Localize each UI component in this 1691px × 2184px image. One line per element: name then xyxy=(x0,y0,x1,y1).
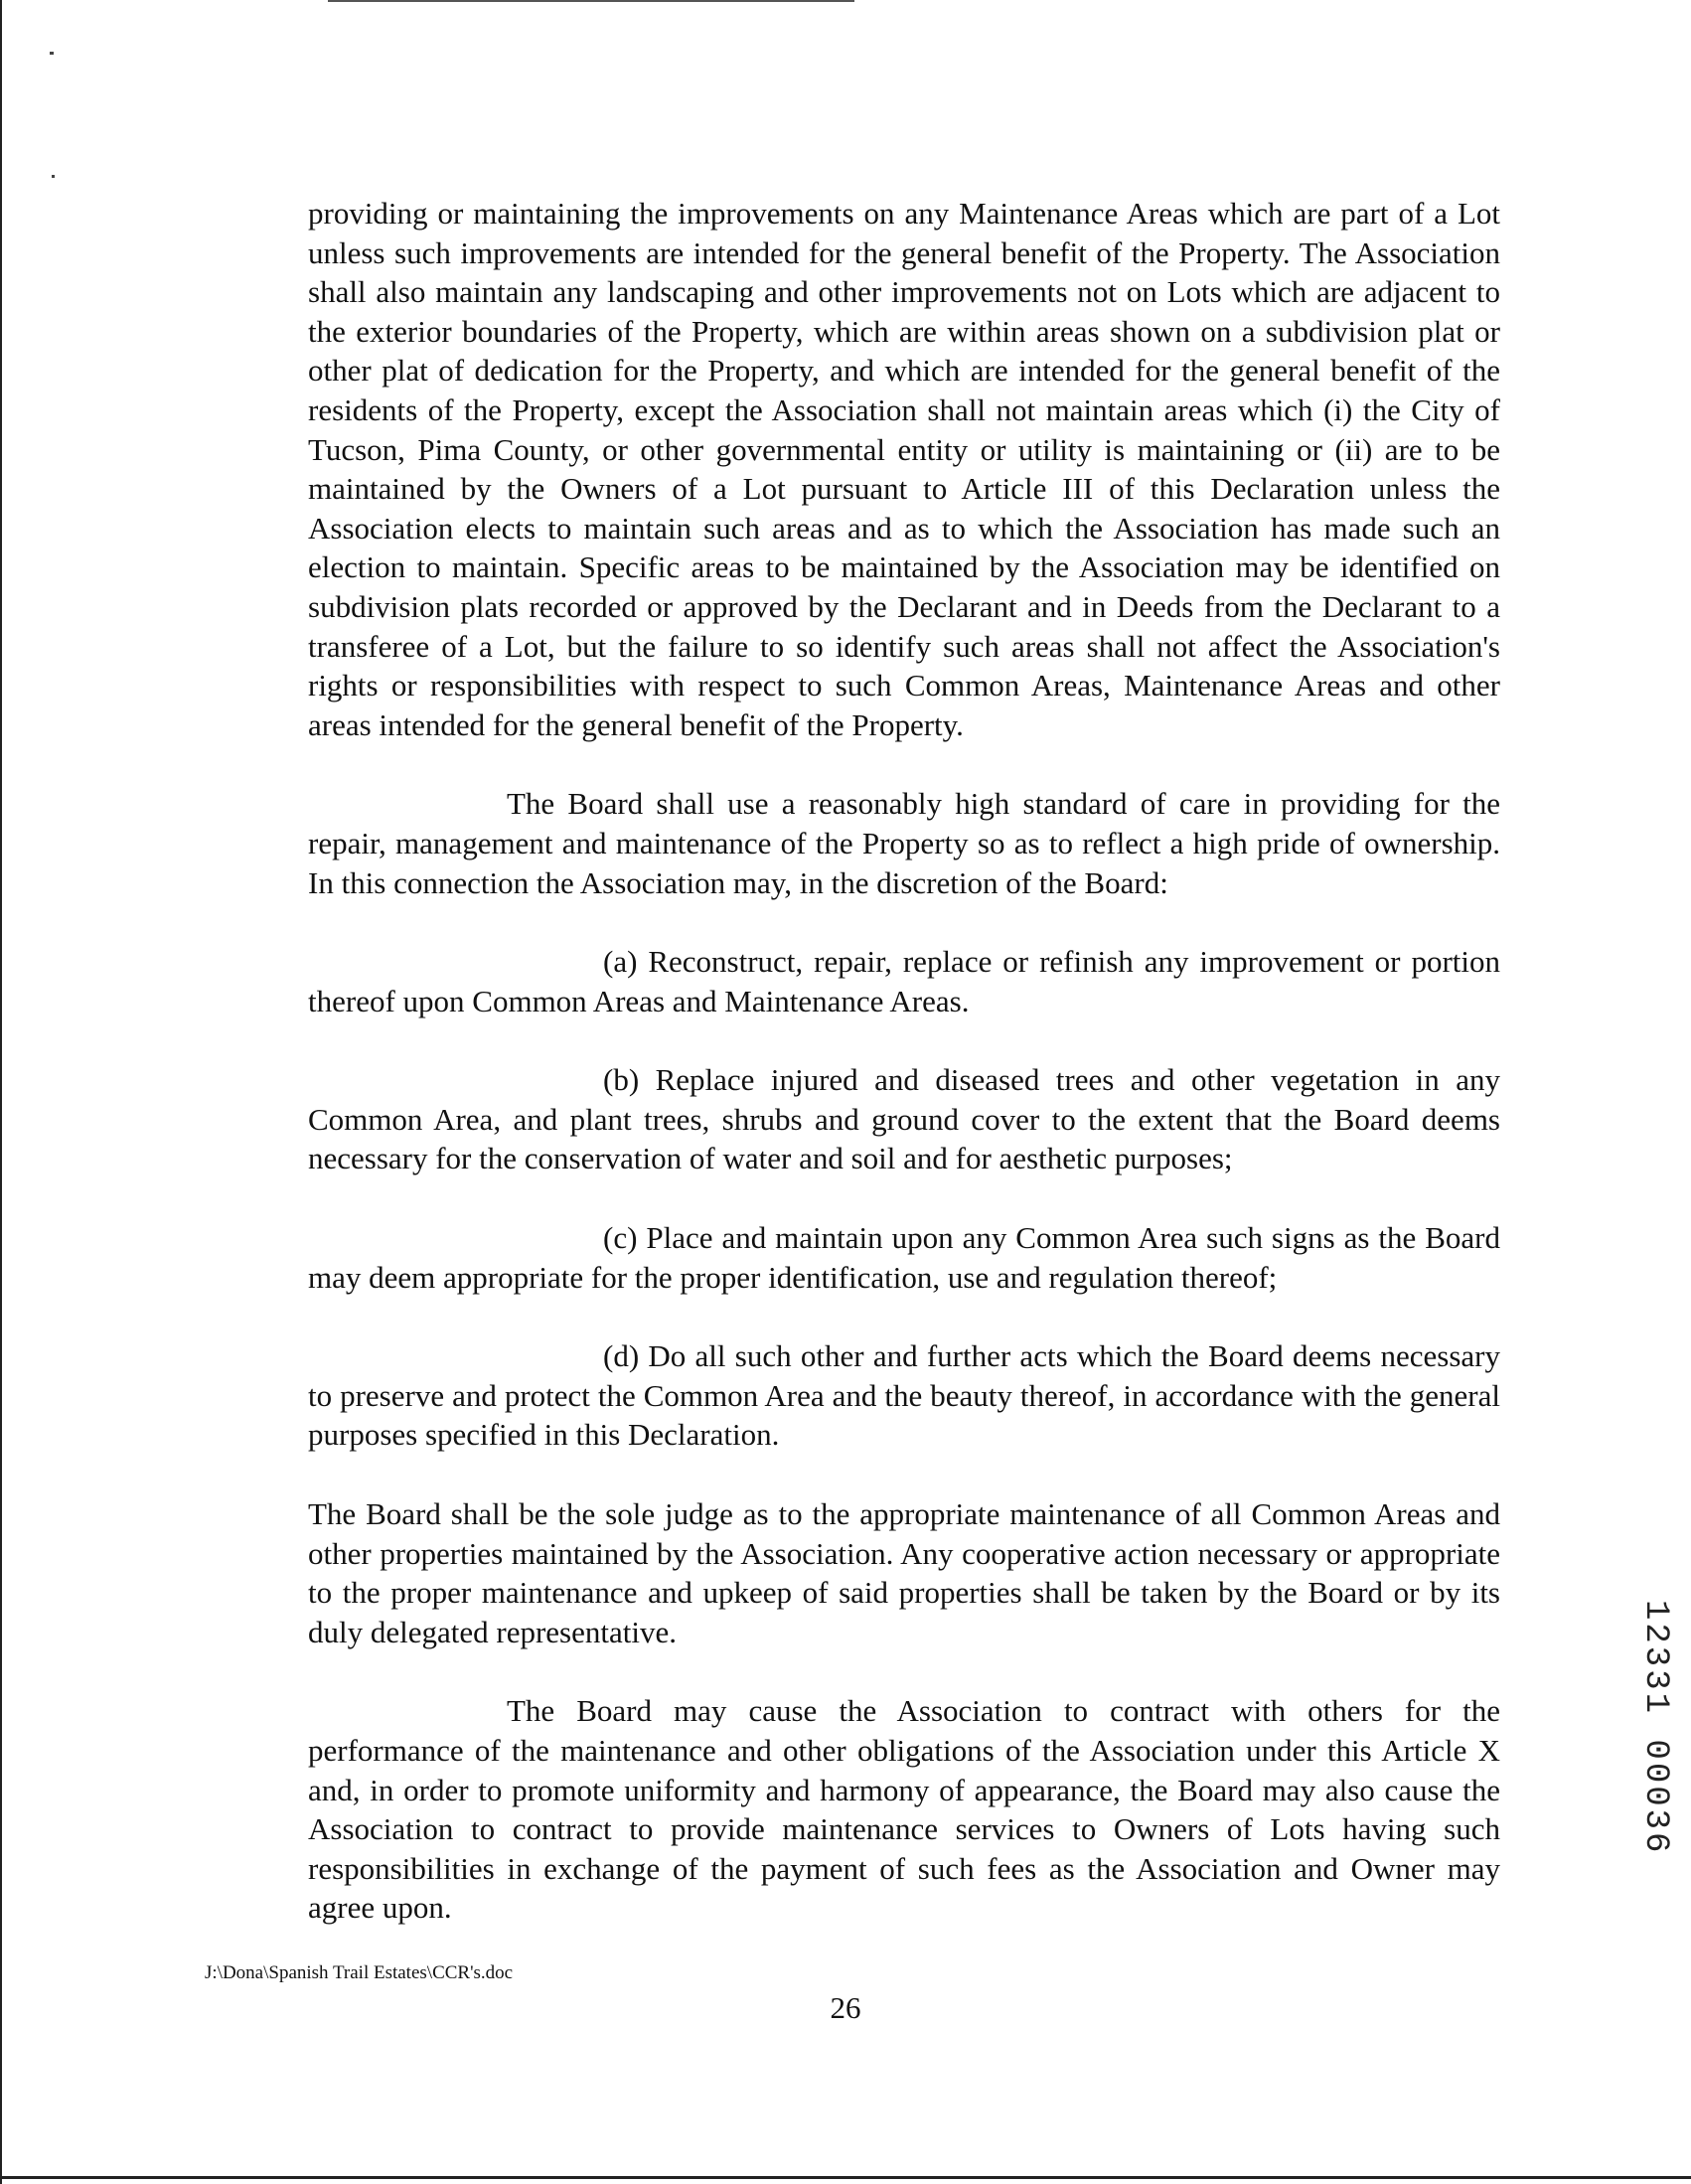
scan-top-rule xyxy=(328,0,854,2)
list-item-a: (a) Reconstruct, repair, replace or refinish any improvement or portion thereof upon Common Areas and Maintenance Areas. xyxy=(308,944,1500,1018)
document-body xyxy=(308,194,1500,1928)
file-path-footer: J:\Dona\Spanish Trail Estates\CCR's.doc xyxy=(205,1962,514,1983)
page-number: 26 xyxy=(830,1990,861,2025)
list-item-d: (d) Do all such other and further acts which the Board deems necessary to preserve and protect the Common Area and the beauty thereof, in accordance with the general purposes specified in this Declaration. xyxy=(308,1338,1500,1453)
list-item-b: (b) Replace injured and diseased trees and other vegetation in any Common Area, and plant trees, shrubs and ground cover to the extent that the Board deems necessary for the conservation of water and soil and for aesthetic purposes; xyxy=(308,1062,1500,1176)
list-item-c: (c) Place and maintain upon any Common Area such signs as the Board may deem appropriate for the proper identification, use and regulation thereof; xyxy=(308,1220,1500,1295)
scan-speck xyxy=(52,175,55,178)
paragraph-contract: The Board may cause the Association to contract with others for the performance of the maintenance and other obligations of the Association under this Article X and, in order to promote uniformity and harmony of appearance, the Board may also cause the Association to contract to provide maintenance services to Owners of Lots having such responsibilities in exchange of the payment of such fees as the Association and Owner may agree upon. xyxy=(308,1693,1500,1926)
recording-stamp: 12331 00036 xyxy=(1636,1600,1674,1856)
paragraph-maintenance-areas: providing or maintaining the improvements on any Maintenance Areas which are part of a Lot unless such improvements are intended for the general benefit of the Property. The Association shall also maintain any landscaping and other improvements not on Lots which are adjacent to the exterior boundaries of the Property, which are within areas shown on a subdivision plat or other plat of dedication for the Property, and which are intended for the general benefit of the residents of the Property, except the Association shall not maintain areas which (i) the City of Tucson, Pima County, or other governmental entity or utility is maintaining or (ii) are to be maintained by the Owners of a Lot pursuant to Article III of this Declaration unless the Association elects to maintain such areas and as to which the Association has made such an election to maintain. Specific areas to be maintained by the Association may be identified on subdivision plats recorded or approved by the Declarant and in Deeds from the Declarant to a transferee of a Lot, but the failure to so identify such areas shall not affect the Association's rights or responsibilities with respect to such Common Areas, Maintenance Areas and other areas intended for the general benefit of the Property. xyxy=(308,196,1500,742)
paragraph-standard-of-care: The Board shall use a reasonably high standard of care in providing for the repair, management and maintenance of the Property so as to reflect a high pride of ownership. In this connection the Association may, in the discretion of the Board: xyxy=(308,786,1500,900)
scan-bottom-border xyxy=(0,2176,1691,2179)
scan-speck xyxy=(50,52,54,55)
paragraph-sole-judge: The Board shall be the sole judge as to the appropriate maintenance of all Common Areas and other properties maintained by the Association. Any cooperative action necessary or appropriate to the proper maintenance and upkeep of said properties shall be taken by the Board or by its duly delegated representative. xyxy=(308,1496,1500,1649)
scan-left-border xyxy=(0,0,2,2184)
